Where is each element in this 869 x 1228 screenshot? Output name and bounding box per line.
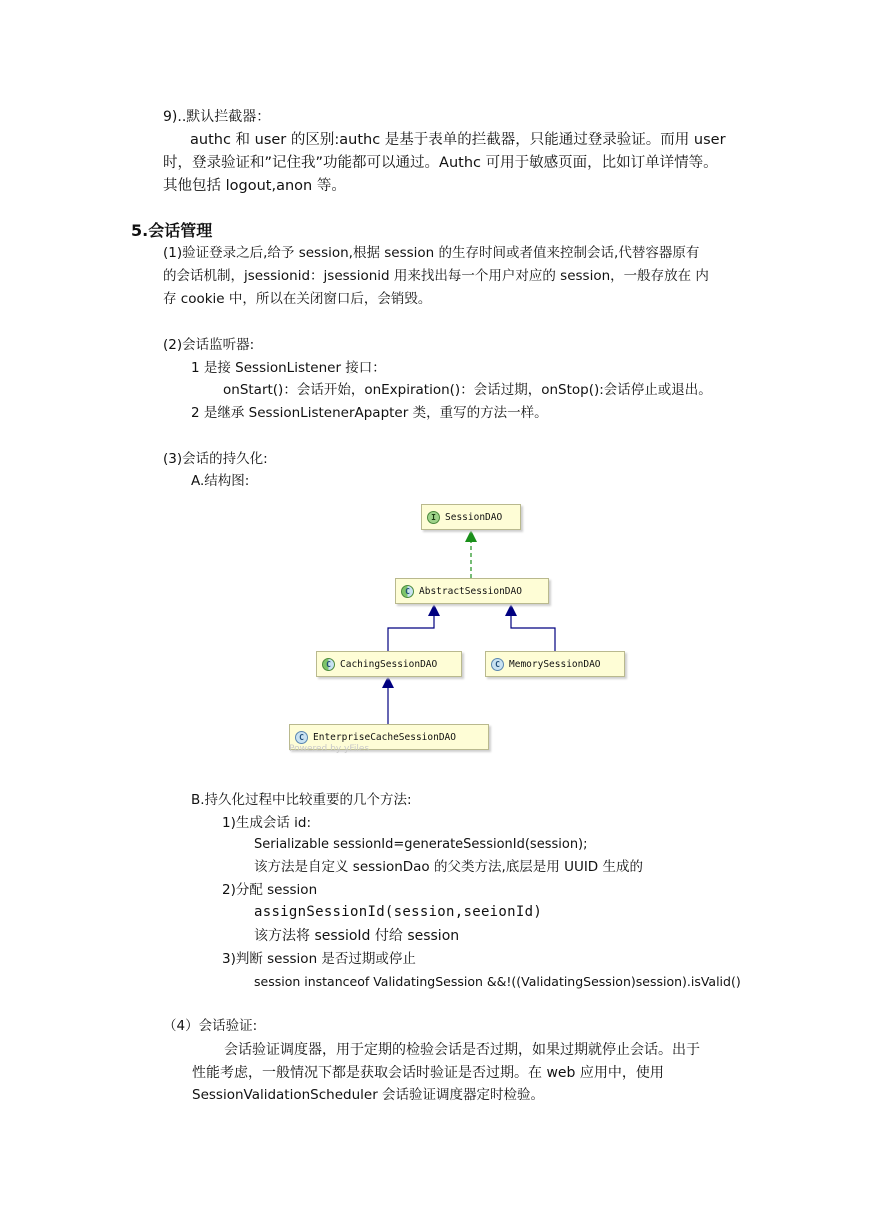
method-2-desc: 该方法将 sessioId 付给 session [254,928,460,944]
p2-item-1: 1 是接 SessionListener 接口： [191,360,386,376]
interface-icon: I [427,511,440,524]
p1-line-3: 存 cookie 中，所以在关闭窗口后，会销毁。 [163,291,432,307]
p4-line-3: SessionValidationScheduler 会话验证调度器定时检验。 [192,1087,545,1103]
inheritance-edge-caching [388,616,434,652]
node-caching-session-dao [316,651,462,677]
abstract-class-icon: C [322,658,335,671]
node-label: SessionDAO [445,511,503,523]
p2-item-2: 2 是继承 SessionListenerApapter 类，重写的方法一样。 [191,405,548,421]
p4-title: （4）会话验证: [163,1018,258,1034]
diagram-watermark: Powered by yFiles [289,744,370,754]
realization-arrowhead [465,530,477,542]
p1-line-2: 的会话机制，jsessionid：jsessionid 用来找出每一个用户对应的 session，一般存放在 内 [163,268,709,284]
p2-item-1-detail: onStart()：会话开始，onExpiration()：会话过期，onStop():会话停止或退出。 [223,382,712,398]
inheritance-edge-memory [511,616,555,652]
method-1-title: 1)生成会话 id: [222,815,312,831]
node-label: AbstractSessionDAO [419,585,522,597]
p3-title: (3)会话的持久化: [163,451,268,467]
method-2-code: assignSessionId(session,seeionId) [254,904,543,920]
p4-line-2: 性能考虑，一般情况下都是获取会话时验证是否过期。在 web 应用中，使用 [192,1065,664,1081]
class-icon: C [295,731,308,744]
diagram-connectors [285,500,630,758]
p3-b-label: B.持久化过程中比较重要的几个方法: [191,792,412,808]
section-9-line-3: 其他包括 logout,anon 等。 [163,178,346,194]
class-diagram [285,500,630,758]
method-3-code: session instanceof ValidatingSession &&!((ValidatingSession)session).isValid() [254,974,741,989]
node-memory-session-dao [485,651,625,677]
class-icon: C [491,658,504,671]
method-3-title: 3)判断 session 是否过期或停止 [222,951,416,967]
section-9-line-1: authc 和 user 的区别:authc 是基于表单的拦截器，只能通过登录验证。而用 user [190,132,726,148]
inheritance-arrowhead-enterprise [382,676,394,688]
p4-line-1: 会话验证调度器，用于定期的检验会话是否过期，如果过期就停止会话。出于 [224,1042,700,1058]
abstract-class-icon: C [401,585,414,598]
inheritance-arrowhead-memory [505,604,517,616]
p3-a-label: A.结构图: [191,473,250,489]
node-session-dao [421,504,521,530]
section-9-title: 9)..默认拦截器： [163,109,271,125]
inheritance-arrowhead-caching [428,604,440,616]
node-label: MemorySessionDAO [509,658,601,670]
p1-line-1: (1)验证登录之后,给予 session,根据 session 的生存时间或者值来控制会话,代替容器原有 [163,245,700,261]
node-abstract-session-dao [395,578,549,604]
method-1-desc: 该方法是自定义 sessionDao 的父类方法,底层是用 UUID 生成的 [254,859,643,875]
method-2-title: 2)分配 session [222,882,318,898]
p2-title: (2)会话监听器: [163,337,255,353]
section-5-heading: 5.会话管理 [131,221,213,240]
node-label: EnterpriseCacheSessionDAO [313,731,456,743]
node-label: CachingSessionDAO [340,658,438,670]
section-9-line-2: 时，登录验证和”记住我”功能都可以通过。Authc 可用于敏感页面，比如订单详情等。 [163,155,718,171]
method-1-code: Serializable sessionId=generateSessionId(session); [254,837,588,852]
